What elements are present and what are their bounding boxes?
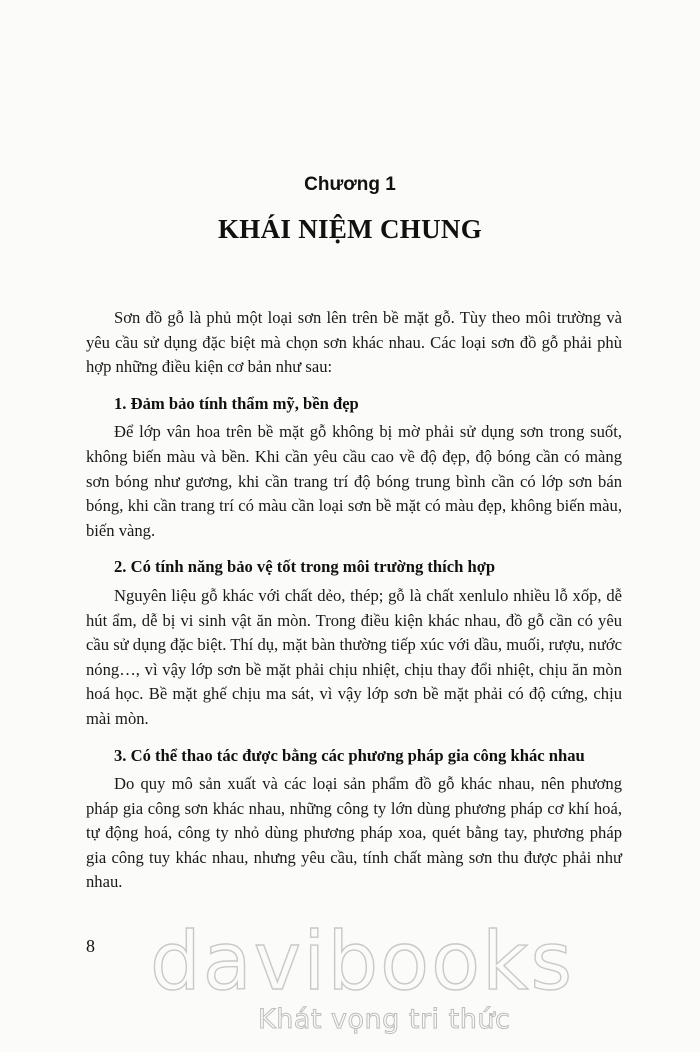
section-paragraph-2: Nguyên liệu gỗ khác với chất dẻo, thép; gỗ là chất xenlulo nhiều lỗ xốp, dễ hút ẩm, dễ bị vi sinh vật ăn mòn. Trong điều kiện khác nhau, đồ gỗ cần có yêu cầu sử dụng đặc biệt. Thí dụ, mặt bàn thường tiếp xúc với dầu, muối, rượu, nước nóng…, vì vậy lớp sơn bề mặt phải chịu nhiệt, chịu thay đổi nhiệt, chịu ăn mòn hoá học. Bề mặt ghế chịu ma sát, vì vậy lớp sơn bề mặt phải có độ cứng, chịu mài mòn. [86,585,622,728]
section-paragraph-3: Do quy mô sản xuất và các loại sản phẩm đồ gỗ khác nhau, nên phương pháp gia công sơn khác nhau, những công ty lớn dùng phương pháp cơ khí hoá, tự động hoá, công ty nhỏ dùng phương pháp xoa, quét bằng tay, phương pháp gia công tuy khác nhau, nhưng yêu cầu, tính chất màng sơn thu được phải như nhau. [86,774,622,892]
section-paragraph-1: Để lớp vân hoa trên bề mặt gỗ không bị mờ phải sử dụng sơn trong suốt, không biến màu và bền. Khi cần yêu cầu cao về độ đẹp, độ bóng cần có màng sơn bóng như gương, khi cần trang trí độ bóng trung bình cần có lớp sơn bán bóng, khi cần trang trí có màu cần loại sơn bề mặt có màu đẹp, không biến màu, biến vàng. [86,422,622,540]
page-number: 8 [86,936,95,956]
page-body [86,306,622,895]
intro-paragraph: Sơn đồ gỗ là phủ một loại sơn lên trên bề mặt gỗ. Tùy theo môi trường và yêu cầu sử dụng đặc biệt mà chọn sơn khác nhau. Các loại sơn đồ gỗ phải phù hợp những điều kiện cơ bản như sau: [86,308,622,377]
section-heading-1: 1. Đảm bảo tính thẩm mỹ, bền đẹp [114,393,359,413]
section-heading-3: 3. Có thể thao tác được bằng các phương pháp gia công khác nhau [114,745,585,765]
watermark-brand: davibooks [150,915,575,1008]
watermark-slogan: Khát vọng tri thức [258,1004,511,1035]
chapter-title: KHÁI NIỆM CHUNG [217,214,482,244]
chapter-label: Chương 1 [304,174,396,195]
section-heading-2: 2. Có tính năng bảo vệ tốt trong môi trường thích hợp [114,557,496,577]
